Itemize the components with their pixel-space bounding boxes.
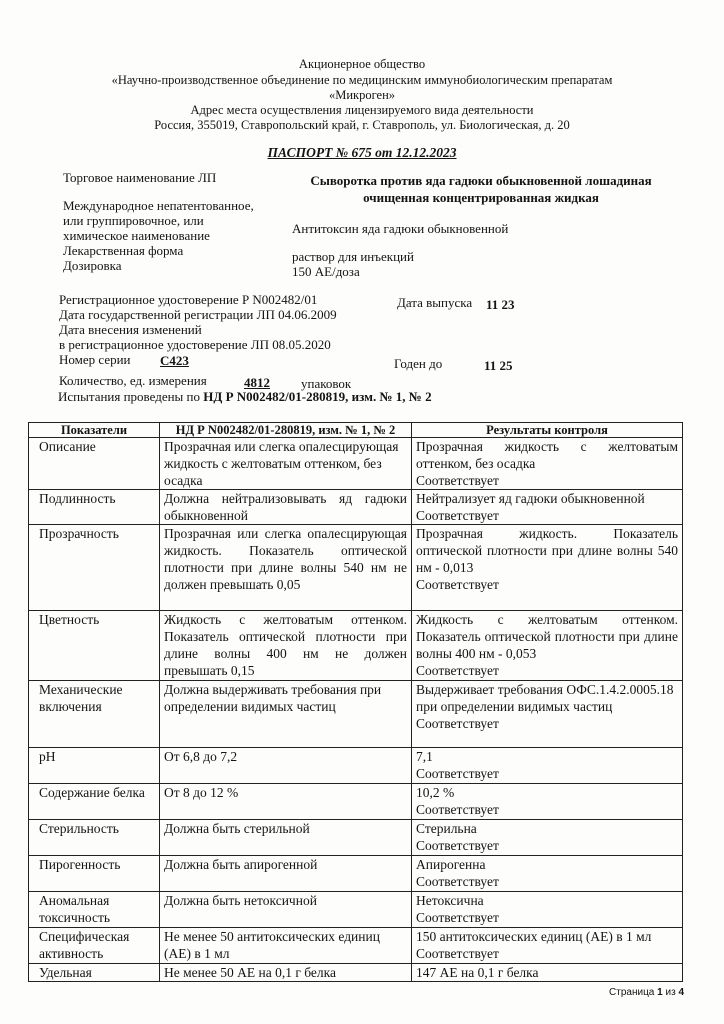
row-name: pH <box>29 748 160 784</box>
org-short-name: «Микроген» <box>328 88 396 102</box>
row-requirement: От 6,8 до 7,2 <box>160 748 412 784</box>
row-requirement: Должна нейтрализовывать яд гадюки обыкновенной <box>160 490 412 525</box>
row-name: Содержание белка <box>29 784 160 820</box>
table-header-row <box>29 423 683 438</box>
row-requirement: Должна выдерживать требования при определении видимых частиц <box>160 681 412 748</box>
row-name: Механические включения <box>29 681 160 748</box>
row-name: Удельная <box>29 964 160 982</box>
table-row <box>29 856 683 892</box>
row-name: Цветность <box>29 611 160 681</box>
tests-doc: НД Р N002482/01-280819, изм. № 1, № 2 <box>203 389 432 404</box>
row-requirement: Должна быть апирогенной <box>160 856 412 892</box>
quantity-value: 4812 <box>244 375 270 390</box>
inn-label-3: химическое наименование <box>63 228 210 243</box>
changes-label-1: Дата внесения изменений <box>59 322 202 337</box>
row-result: Выдерживает требования ОФС.1.4.2.0005.18 при определении видимых частиц Соответствует <box>412 681 683 748</box>
address: Россия, 355019, Ставропольский край, г. Ставрополь, ул. Биологическая, д. 20 <box>154 118 570 132</box>
row-result: Стерильна Соответствует <box>412 820 683 856</box>
row-name: Прозрачность <box>29 525 160 611</box>
row-name: Пирогенность <box>29 856 160 892</box>
row-requirement: От 8 до 12 % <box>160 784 412 820</box>
page-indicator: Страница 1 из 4 <box>609 987 684 998</box>
header-results: Результаты контроля <box>412 423 683 438</box>
row-requirement: Прозрачная или слегка опалесцирующая жидкость. Показатель оптической плотности при длине волны 540 нм не должен превышать 0,05 <box>160 525 412 611</box>
row-result: Нетоксична Соответствует <box>412 892 683 928</box>
dosage-label: Дозировка <box>63 258 122 273</box>
row-requirement: Должна быть стерильной <box>160 820 412 856</box>
row-name: Стерильность <box>29 820 160 856</box>
release-value: 11 23 <box>486 297 515 312</box>
row-result: Нейтрализует яд гадюки обыкновенной Соответствует <box>412 490 683 525</box>
expiry-label: Годен до <box>394 356 443 371</box>
series-value: С423 <box>160 353 189 368</box>
table-row <box>29 748 683 784</box>
expiry-value: 11 25 <box>484 358 513 373</box>
table-row <box>29 490 683 525</box>
row-result: Прозрачная жидкость с желтоватым оттенком, без осадка Соответствует <box>412 438 683 490</box>
row-result: Апирогенна Соответствует <box>412 856 683 892</box>
table-row <box>29 820 683 856</box>
trade-name-value <box>300 172 662 206</box>
row-name: Специфическая активность <box>29 928 160 964</box>
trade-name-line1: Сыворотка против яда гадюки обыкновенной лошадиная <box>310 173 652 188</box>
table-row <box>29 928 683 964</box>
reg-date: Дата государственной регистрации ЛП 04.06.2009 <box>59 307 337 322</box>
address-label: Адрес места осуществления лицензируемого вида деятельности <box>190 103 534 117</box>
org-type: Акционерное общество <box>298 57 426 71</box>
quantity-unit: упаковок <box>301 376 352 391</box>
tests-prefix: Испытания проведены по <box>58 389 204 404</box>
passport-title: ПАСПОРТ № 675 от 12.12.2023 <box>267 145 457 160</box>
row-name: Аномальная токсичность <box>29 892 160 928</box>
inn-label-2: или группировочное, или <box>63 213 204 228</box>
inn-label-1: Международное непатентованное, <box>63 198 254 213</box>
trade-name-line2: очищенная концентрированная жидкая <box>363 190 599 205</box>
form-value: раствор для инъекций <box>292 249 414 264</box>
row-result: 10,2 % Соответствует <box>412 784 683 820</box>
header-nd: НД Р N002482/01-280819, изм. № 1, № 2 <box>160 423 412 438</box>
results-table <box>28 422 683 982</box>
row-requirement: Не менее 50 АЕ на 0,1 г белка <box>160 964 412 982</box>
series-label: Номер серии <box>59 352 131 367</box>
tests-line <box>58 389 432 405</box>
table-row <box>29 784 683 820</box>
row-name: Подлинность <box>29 490 160 525</box>
form-label: Лекарственная форма <box>63 243 184 258</box>
dosage-value: 150 АЕ/доза <box>292 264 360 279</box>
row-requirement: Не менее 50 антитоксических единиц (АЕ) в 1 мл <box>160 928 412 964</box>
inn-value: Антитоксин яда гадюки обыкновенной <box>292 221 509 236</box>
changes-label-2: в регистрационное удостоверение ЛП 08.05.2020 <box>59 337 331 352</box>
row-name: Описание <box>29 438 160 490</box>
row-requirement: Жидкость с желтоватым оттенком. Показатель оптической плотности при длине волны 400 нм не должен превышать 0,15 <box>160 611 412 681</box>
row-requirement: Должна быть нетоксичной <box>160 892 412 928</box>
quantity-label: Количество, ед. измерения <box>59 373 207 388</box>
table-row <box>29 438 683 490</box>
release-label: Дата выпуска <box>397 295 473 310</box>
row-result: 150 антитоксических единиц (АЕ) в 1 мл Соответствует <box>412 928 683 964</box>
table-row <box>29 892 683 928</box>
reg-certificate: Регистрационное удостоверение Р N002482/01 <box>59 292 318 307</box>
table-row <box>29 611 683 681</box>
trade-name-label: Торговое наименование ЛП <box>63 170 217 185</box>
header-indicators: Показатели <box>29 423 160 438</box>
row-requirement: Прозрачная или слегка опалесцирующая жидкость с желтоватым оттенком, без осадка <box>160 438 412 490</box>
row-result: 147 АЕ на 0,1 г белка <box>412 964 683 982</box>
org-name: «Научно-производственное объединение по медицинским иммунобиологическим препаратам <box>111 73 613 87</box>
table-row <box>29 964 683 982</box>
row-result: Прозрачная жидкость. Показатель оптической плотности при длине волны 540 нм - 0,013 Соответствует <box>412 525 683 611</box>
row-result: Жидкость с желтоватым оттенком. Показатель оптической плотности при длине волны 400 нм - 0,053 Соответствует <box>412 611 683 681</box>
table-row <box>29 681 683 748</box>
row-result: 7,1 Соответствует <box>412 748 683 784</box>
table-row <box>29 525 683 611</box>
